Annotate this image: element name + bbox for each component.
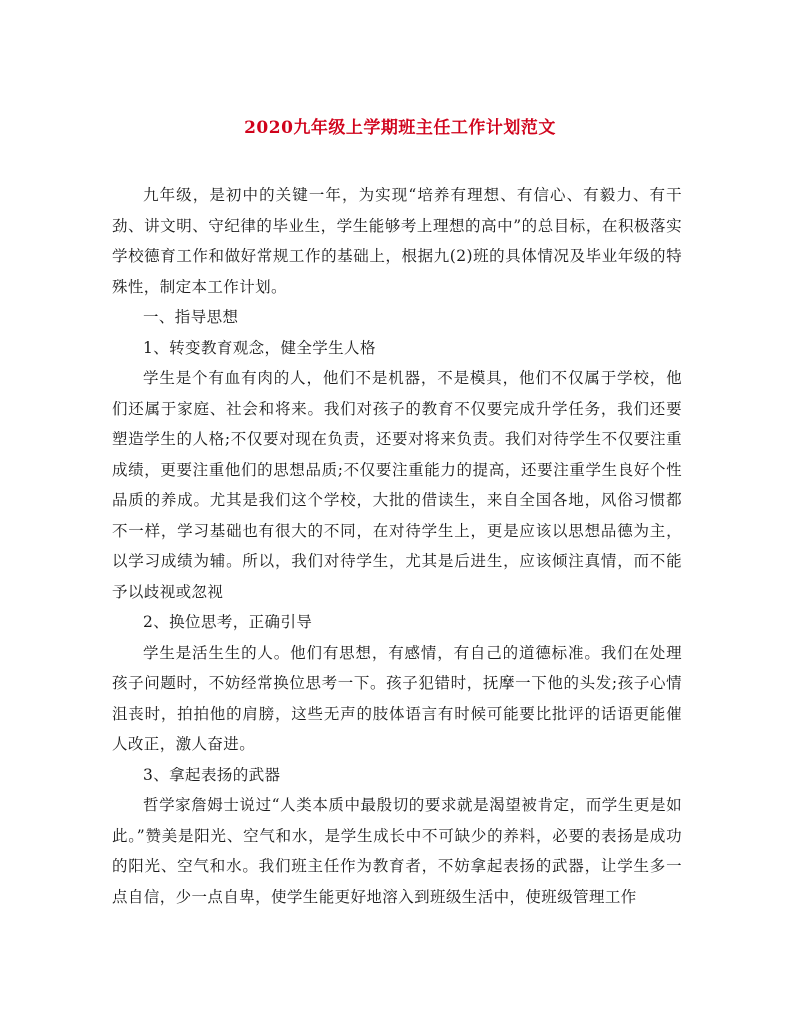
intro-paragraph: 九年级，是初中的关键一年，为实现“培养有理想、有信心、有毅力、有干劲、讲文明、守纪律的毕业生，学生能够考上理想的高中”的总目标，在积极落实学校德育工作和做好常规工作的基础上，根据九(2)班的具体情况及毕业年级的特殊性，制定本工作计划。	[112, 186, 682, 296]
section-heading-guiding-ideology: 一、指导思想	[143, 308, 239, 326]
body-paragraph-3: 哲学家詹姆士说过“人类本质中最殷切的要求就是渴望被肯定，而学生更是如此。”赞美是阳光、空气和水，是学生成长中不可缺少的养料，必要的表扬是成功的阳光、空气和水。我们班主任作为教育者，不妨拿起表扬的武器，让学生多一点自信，少一点自卑，使学生能更好地溶入到班级生活中，使班级管理工作	[112, 796, 682, 906]
subsection-heading-2: 2、换位思考，正确引导	[143, 613, 313, 631]
body-paragraph-2: 学生是活生生的人。他们有思想，有感情，有自己的道德标准。我们在处理孩子问题时，不妨经常换位思考一下。孩子犯错时，抚摩一下他的头发;孩子心情沮丧时，拍拍他的肩膀，这些无声的肢体语言有时候可能要比批评的话语更能催人改正，激人奋进。	[112, 643, 682, 753]
subsection-heading-1: 1、转变教育观念，健全学生人格	[143, 338, 376, 357]
body-paragraph-1: 学生是个有血有肉的人，他们不是机器，不是模具，他们不仅属于学校，他们还属于家庭、社会和将来。我们对孩子的教育不仅要完成升学任务，我们还要塑造学生的人格;不仅要对现在负责，还要对将来负责。我们对待学生不仅要注重成绩，更要注重他们的思想品质;不仅要注重能力的提高，还要注重学生良好个性品质的养成。尤其是我们这个学校，大批的借读生，来自全国各地，风俗习惯都不一样，学习基础也有很大的不同，在对待学生上，更是应该以思想品德为主，以学习成绩为辅。所以，我们对待学生，尤其是后进生，应该倾注真情，而不能予以歧视或忽视	[112, 369, 682, 601]
subsection-heading-3: 3、拿起表扬的武器	[143, 765, 281, 784]
document-body	[112, 180, 682, 912]
document-title: 2020九年级上学期班主任工作计划范文	[244, 118, 556, 138]
